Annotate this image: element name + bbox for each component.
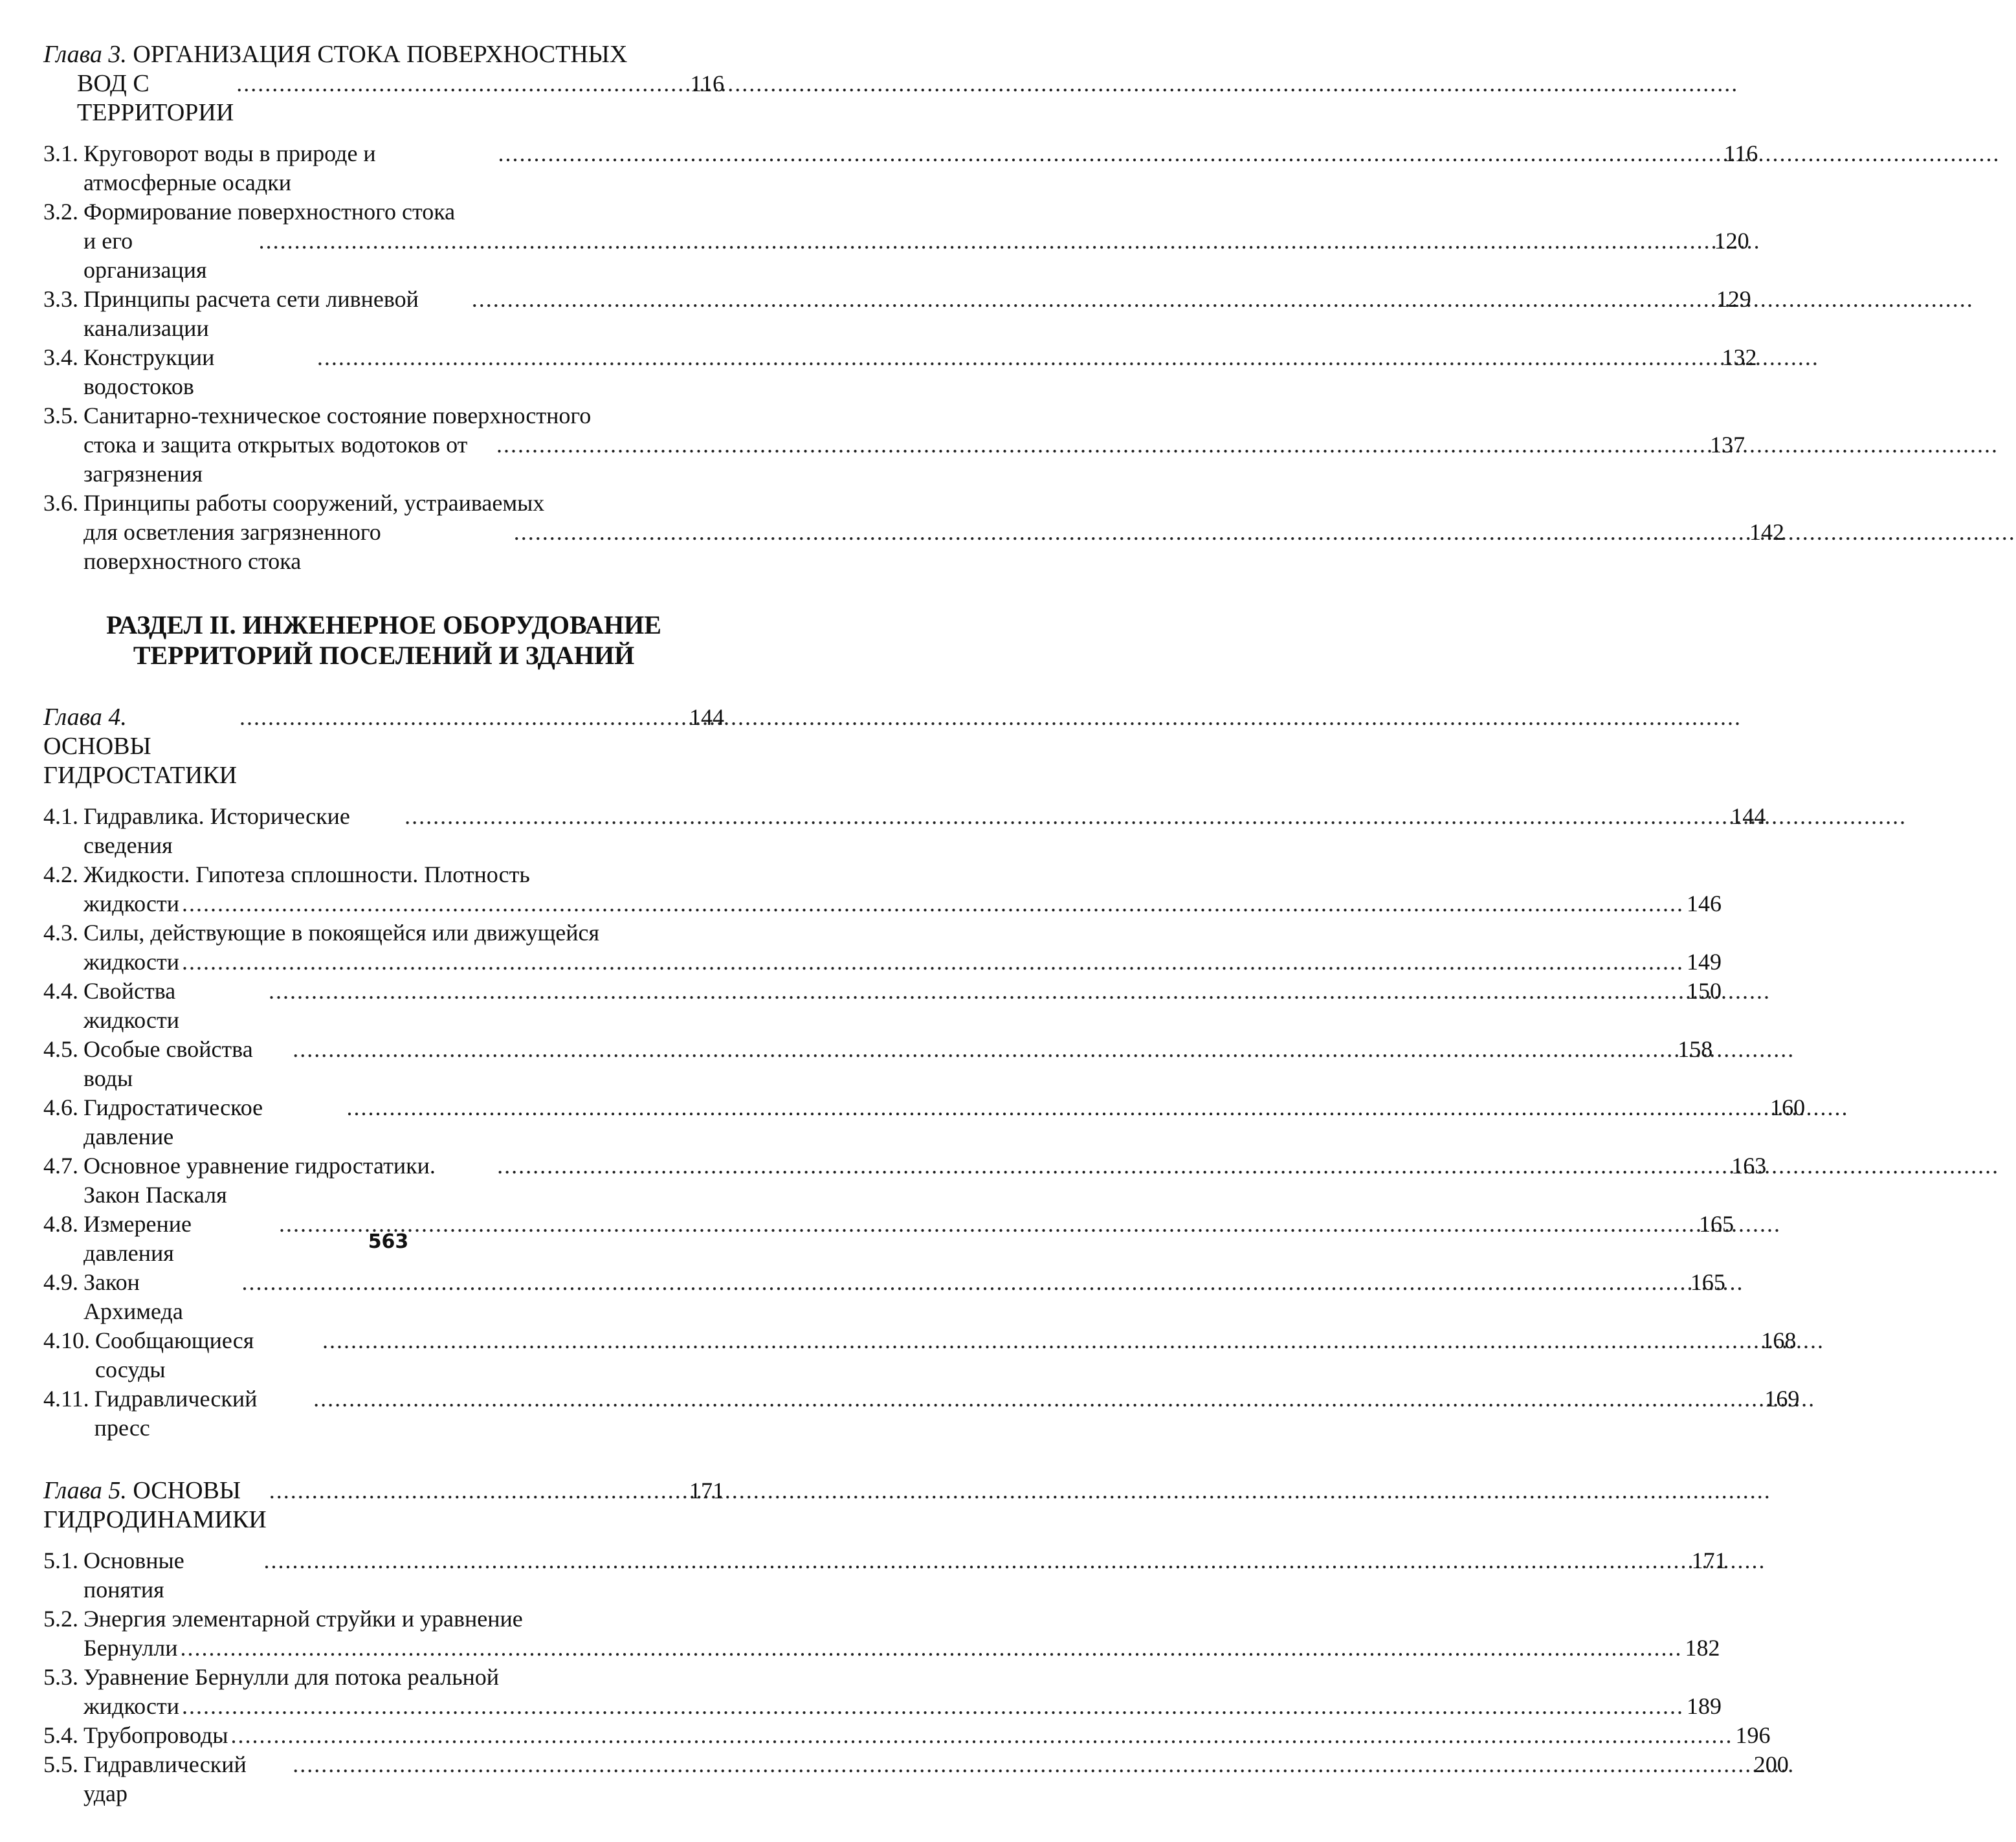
entry-title: стока и защита открытых водотоков от загрязнения [83, 432, 468, 487]
page-ref: 182 [1685, 1635, 1720, 1661]
entry-title: Санитарно-техническое состояние поверхностного [83, 403, 592, 428]
entry-title: Конструкции водостоков [83, 344, 215, 399]
toc-entry [43, 197, 1749, 285]
entry-title: Гидростатическое давление [83, 1094, 263, 1149]
page-ref: 144 [1731, 803, 1766, 829]
dot-leader [313, 1384, 1762, 1414]
entry-number: 3.2. [43, 199, 78, 225]
dot-leader [472, 285, 1714, 314]
section-heading-line: РАЗДЕЛ II. ИНЖЕНЕРНОЕ ОБОРУДОВАНИЕ [106, 610, 661, 639]
dot-leader [293, 1750, 1751, 1779]
entry-title: Гидравлический пресс [94, 1386, 258, 1441]
entry-number: 5.5. [43, 1751, 78, 1777]
toc-entry [43, 139, 1758, 197]
entry-number: 5.1. [43, 1548, 78, 1573]
dot-leader [182, 889, 1684, 918]
toc-entry [43, 977, 1722, 1035]
entry-number: 5.4. [43, 1722, 78, 1748]
entry-number: 4.4. [43, 978, 78, 1004]
chapter-3-items [43, 139, 1785, 576]
dot-leader [181, 1634, 1683, 1663]
toc-entry [43, 1546, 1727, 1604]
dot-leader [259, 227, 1712, 256]
page-ref: 169 [1764, 1386, 1800, 1412]
entry-number: 3.6. [43, 490, 78, 516]
entry-title: Жидкости. Гипотеза сплошности. Плотность [83, 861, 530, 887]
entry-title: для осветления загрязненного поверхностного стока [83, 519, 381, 574]
entry-number: 3.4. [43, 344, 78, 370]
entry-number: 4.8. [43, 1211, 78, 1237]
page-ref: 146 [1687, 891, 1722, 916]
dot-leader [264, 1546, 1689, 1575]
dot-leader [269, 1476, 687, 1505]
toc-entry [43, 1721, 1771, 1750]
entry-title: Сообщающиеся сосуды [95, 1327, 254, 1382]
entry-number: 5.2. [43, 1606, 78, 1632]
page-ref: 129 [1716, 286, 1751, 312]
chapter-title-line: ВОД С ТЕРРИТОРИИ [77, 70, 234, 126]
chapter-3-group [43, 40, 1785, 576]
entry-number: 4.5. [43, 1036, 78, 1062]
page-ref: 163 [1731, 1153, 1767, 1179]
page-ref: 150 [1686, 978, 1722, 1004]
entry-title: Энергия элементарной струйки и уравнение [83, 1606, 523, 1632]
entry-title: Принципы расчета сети ливневой канализации [83, 286, 419, 341]
entry-number: 3.1. [43, 140, 78, 166]
dot-leader [346, 1093, 1767, 1122]
chapter-label: Глава 3. [43, 41, 127, 68]
toc-entry [43, 285, 1751, 343]
entry-title: Уравнение Бернулли для потока реальной [83, 1664, 500, 1690]
page-ref: 168 [1761, 1327, 1797, 1353]
page-ref: 116 [690, 71, 724, 96]
toc-entry [43, 1750, 1789, 1808]
entry-title: Закон Архимеда [83, 1269, 183, 1324]
entry-title: Круговорот воды в природе и атмосферные осадки [83, 140, 376, 195]
entry-number: 3.5. [43, 403, 78, 428]
dot-leader [496, 430, 1707, 460]
chapter-4-group [43, 703, 1806, 1443]
entry-title: Формирование поверхностного стока [83, 199, 456, 225]
page-ref: 171 [689, 1478, 724, 1504]
entry-number: 4.7. [43, 1153, 78, 1179]
dot-leader [293, 1035, 1675, 1064]
page-ref: 196 [1735, 1722, 1771, 1748]
entry-title: Измерение давления [83, 1211, 192, 1266]
toc-entry [43, 860, 1722, 918]
page-ref: 158 [1678, 1036, 1713, 1062]
entry-title: Гидравлика. Исторические сведения [83, 803, 350, 858]
toc-entry [43, 1384, 1800, 1443]
page-ref: 132 [1722, 344, 1757, 370]
page-ref: 120 [1714, 228, 1749, 254]
entry-title: Трубопроводы [83, 1722, 228, 1748]
toc-entry [43, 401, 1745, 489]
entry-title: Бернулли [83, 1635, 178, 1661]
page-ref: 116 [1723, 140, 1758, 166]
entry-number: 4.2. [43, 861, 78, 887]
section-heading-line: ТЕРРИТОРИЙ ПОСЕЛЕНИЙ И ЗДАНИЙ [133, 641, 635, 670]
dot-leader [317, 343, 1720, 372]
dot-leader [497, 1151, 1729, 1181]
entry-title: Силы, действующие в покоящейся или движущейся [83, 920, 600, 946]
chapter-3-heading [43, 40, 724, 128]
dot-leader [182, 948, 1684, 977]
chapter-4-heading [43, 703, 724, 790]
dot-leader [322, 1326, 1758, 1355]
chapter-5-items [43, 1546, 1789, 1808]
chapter-5-heading [43, 1476, 724, 1535]
toc-entry [43, 918, 1722, 977]
dot-leader [514, 518, 1747, 547]
entry-number: 3.3. [43, 286, 78, 312]
page-ref: 189 [1687, 1693, 1722, 1719]
chapter-4-items [43, 802, 1806, 1443]
page-ref: 142 [1749, 519, 1785, 545]
toc-entry [43, 1035, 1713, 1093]
toc-entry [43, 343, 1757, 401]
dot-leader [269, 977, 1684, 1006]
page-ref: 165 [1698, 1211, 1734, 1237]
entry-title: Гидравлический удар [83, 1751, 247, 1806]
chapter-title-line: ОРГАНИЗАЦИЯ СТОКА ПОВЕРХНОСТНЫХ [133, 41, 628, 68]
section-heading [43, 610, 724, 671]
toc-entry [43, 1151, 1767, 1210]
page-ref: 200 [1753, 1751, 1789, 1777]
dot-leader [404, 802, 1728, 831]
toc-entry [43, 1604, 1720, 1663]
toc-entry [43, 1663, 1722, 1721]
dot-leader [239, 703, 687, 732]
dot-leader [230, 1721, 1733, 1750]
chapter-5-group [43, 1476, 1789, 1808]
toc-entry [43, 1326, 1797, 1384]
entry-title: жидкости [83, 1693, 179, 1719]
entry-title: Особые свойства воды [83, 1036, 253, 1091]
toc-entry [43, 1093, 1806, 1151]
dot-leader [182, 1692, 1684, 1721]
page-ref: 165 [1690, 1269, 1725, 1295]
page-ref: 149 [1687, 949, 1722, 975]
entry-number: 4.9. [43, 1269, 78, 1295]
page-ref: 137 [1710, 432, 1745, 458]
entry-number: 4.3. [43, 920, 78, 946]
page-number: 563 [368, 1230, 409, 1253]
toc-entry [43, 1268, 1725, 1326]
dot-leader [241, 1268, 1687, 1297]
page-ref: 144 [689, 704, 724, 730]
dot-leader [236, 69, 687, 98]
chapter-label: Глава 5. [43, 1477, 127, 1504]
entry-title: Принципы работы сооружений, устраиваемых [83, 490, 545, 516]
entry-title: Основные понятия [83, 1548, 184, 1603]
chapter-title: ОСНОВЫ ГИДРОСТАТИКИ [43, 733, 238, 789]
entry-title: Свойства жидкости [83, 978, 179, 1033]
page-ref: 171 [1691, 1548, 1727, 1573]
toc-entry [43, 802, 1766, 860]
chapter-title: ОСНОВЫ ГИДРОДИНАМИКИ [43, 1477, 267, 1533]
page-ref: 160 [1770, 1094, 1806, 1120]
entry-number: 5.3. [43, 1664, 78, 1690]
entry-title: Основное уравнение гидростатики. Закон Паскаля [83, 1153, 436, 1208]
entry-number: 4.10. [43, 1327, 90, 1353]
entry-number: 4.1. [43, 803, 78, 829]
entry-title: и его организация [83, 228, 207, 283]
entry-number: 4.11. [43, 1386, 89, 1412]
table-of-contents [43, 40, 1806, 1842]
chapter-label: Глава 4. [43, 704, 127, 731]
entry-title: жидкости [83, 949, 179, 975]
entry-number: 4.6. [43, 1094, 78, 1120]
entry-title: жидкости [83, 891, 179, 916]
toc-entry [43, 489, 1785, 576]
dot-leader [498, 139, 1722, 168]
